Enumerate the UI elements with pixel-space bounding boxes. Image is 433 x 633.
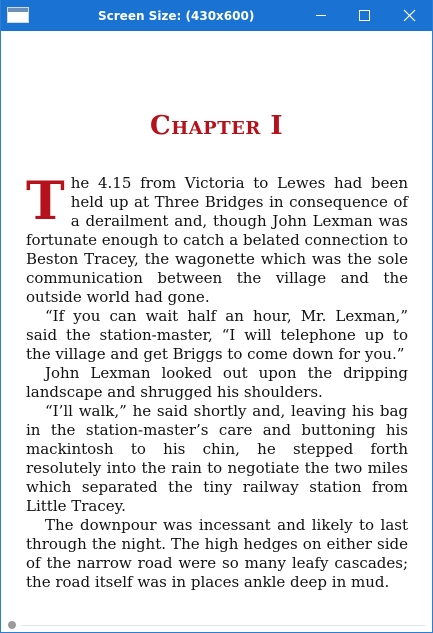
chapter-heading: Chapter I bbox=[150, 111, 283, 141]
close-button[interactable] bbox=[387, 0, 433, 31]
scroll-thumb[interactable] bbox=[8, 621, 16, 629]
paragraph: “If you can wait half an hour, Mr. Lexman,” said the station-master, “I will telephone up to the village and get Briggs to come down for you.” bbox=[26, 307, 408, 363]
title-bar[interactable] bbox=[1, 0, 432, 31]
maximize-icon bbox=[359, 10, 370, 21]
close-icon bbox=[403, 9, 416, 22]
paragraph: John Lexman looked out upon the dripping landscape and shrugged his shoulders. bbox=[26, 364, 408, 401]
paragraph: “I’ll walk,” he said shortly and, leaving his bag in the station-master’s care and buttoning his mackintosh to his chin, he stepped forth resolutely into the rain to negotiate the two miles which separated the tiny railway station from Little Tracey. bbox=[26, 402, 408, 515]
window-title: Screen Size: (430x600) bbox=[98, 9, 255, 23]
book-page[interactable] bbox=[1, 31, 432, 618]
chapter-text bbox=[26, 171, 408, 592]
minimize-icon bbox=[316, 15, 326, 16]
maximize-button[interactable] bbox=[341, 0, 387, 31]
minimize-button[interactable] bbox=[297, 0, 343, 31]
scroll-track[interactable] bbox=[21, 625, 426, 626]
horizontal-scrollbar[interactable] bbox=[1, 618, 432, 632]
paragraph-text: he 4.15 from Victoria to Lewes had been held up at Three Bridges in consequence of a derailment and, though John Lexman was fortunate enough to catch a belated connection to Beston Tracey, the wagonette which was the sole communication between the village and the outside world had gone. bbox=[26, 174, 408, 306]
drop-cap: T bbox=[26, 171, 65, 232]
paragraph: The downpour was incessant and likely to last through the night. The high hedges on either side of the narrow road were so many leafy cascades; the road itself was in places ankle deep in mud. bbox=[26, 516, 408, 591]
app-window-icon bbox=[7, 7, 29, 23]
paragraph bbox=[26, 171, 408, 307]
